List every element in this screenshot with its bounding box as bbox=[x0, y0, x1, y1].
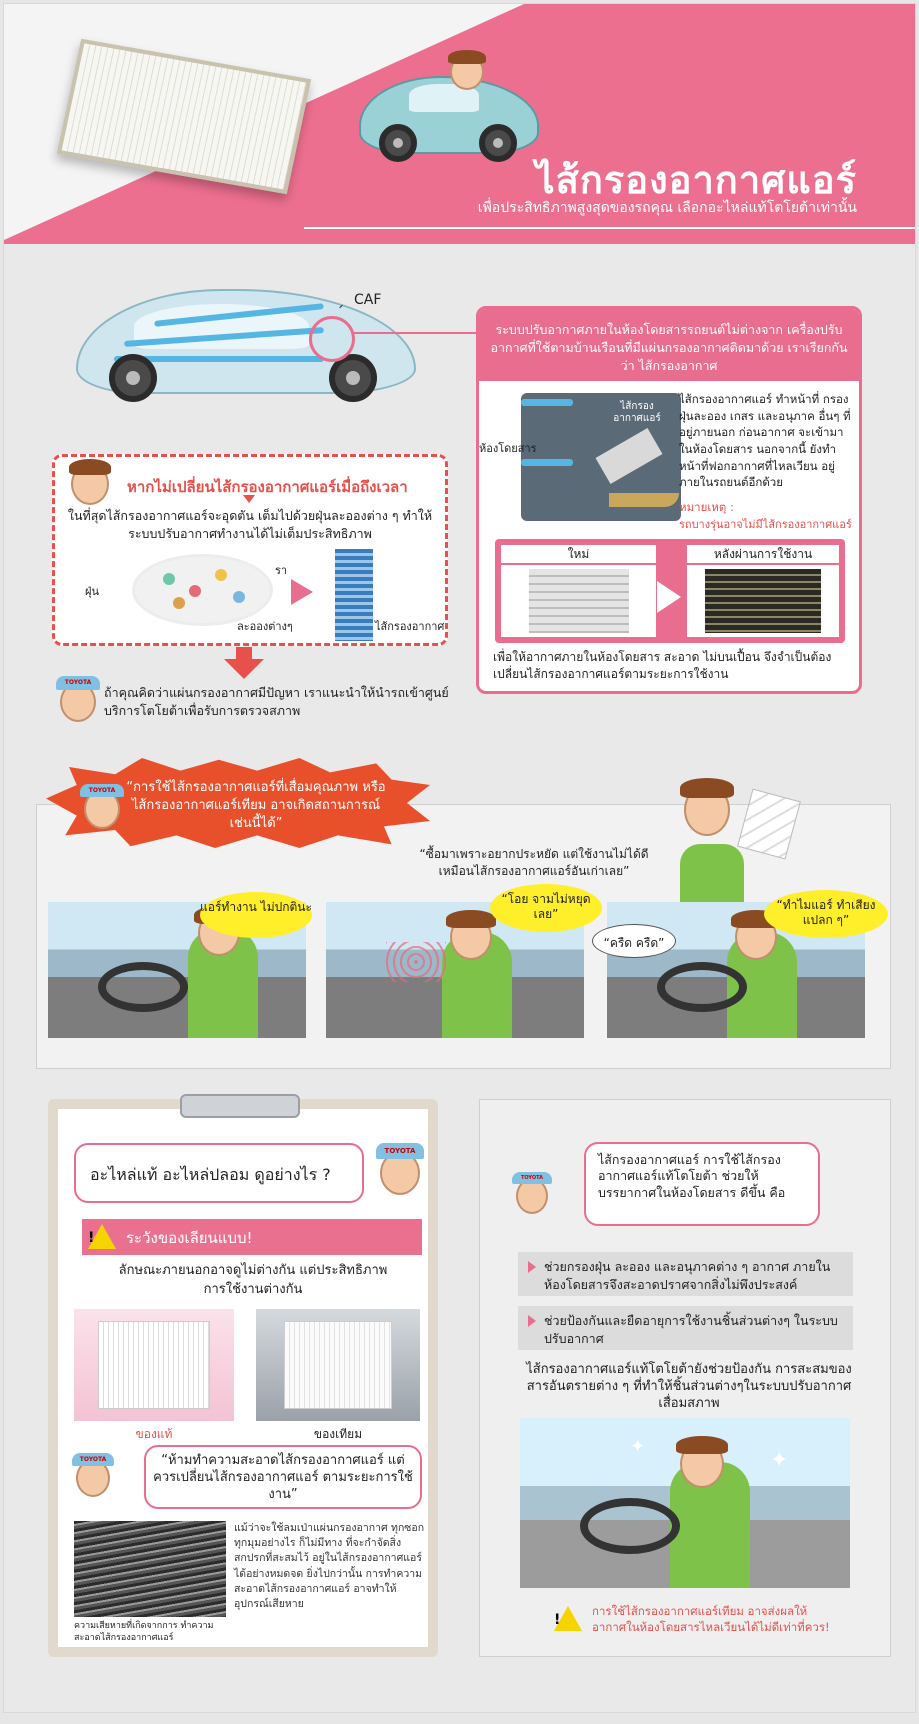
arrow-down-icon bbox=[224, 659, 264, 679]
dust-label: ฝุ่น bbox=[85, 585, 99, 598]
used-label: หลังผ่านการใช้งาน bbox=[687, 545, 839, 563]
filter-info-body: ไส้กรองอากาศแอร์ ทำหน้าที่ กรองฝุ่นละออง เกสร และอนุภาค อื่นๆ ที่อยู่ภายนอก ก่อนอากาศ จะเข้ามาในห้องโดยสาร นอกจากนี้ ยังทำหน้าที่ฟอกอากาศที่ไหลเวียน อยู่ภายในรถยนต์อีกด้วย bbox=[679, 392, 851, 490]
confused-man-illustration bbox=[680, 844, 744, 910]
toyota-cap: TOYOTA bbox=[376, 1143, 424, 1159]
benefit-item: ช่วยกรองฝุ่น ละออง และอนุภาคต่าง ๆ อากาศ ภายในห้องโดยสารจึงสะอาดปราศจากสิ่งไม่พึงประสงค์ bbox=[518, 1252, 853, 1296]
benefits-intro: ไส้กรองอากาศแอร์ การใช้ไส้กรองอากาศแอร์แท้โตโยต้า ช่วยให้บรรยากาศในห้องโดยสาร ดีขึ้น คือ bbox=[598, 1152, 786, 1200]
genuine-question: อะไหล่แท้ อะไหล่ปลอม ดูอย่างไร ? bbox=[90, 1165, 331, 1184]
caf-highlight-circle bbox=[309, 316, 355, 362]
service-advice: ถ้าคุณคิดว่าแผ่นกรองอากาศมีปัญหา เราแนะนำให้นำรถเข้าศูนย์บริการโตโยต้าเพื่อรับการตรวจสภาพ bbox=[104, 685, 449, 719]
toyota-cap: TOYOTA bbox=[512, 1172, 552, 1184]
arrow-right-icon bbox=[657, 581, 681, 613]
caf-label: CAF bbox=[354, 292, 382, 308]
toyota-cap: TOYOTA bbox=[80, 784, 124, 797]
benefits-intro-bubble bbox=[584, 1142, 820, 1226]
toyota-cap: TOYOTA bbox=[56, 676, 100, 690]
clipboard-clip bbox=[180, 1094, 300, 1118]
final-warning: การใช้ไส้กรองอากาศแอร์เทียม อาจส่งผลให้ อากาศในห้องโดยสารไหลเวียนได้ไม่ดีเท่าที่ควร! bbox=[592, 1604, 830, 1634]
benefit-item: ช่วยป้องกันและยืดอายุการใช้งานชิ้นส่วนต่างๆ ในระบบปรับอากาศ bbox=[518, 1306, 853, 1350]
question-bubble bbox=[74, 1143, 364, 1203]
genuine-vs-fake-card bbox=[48, 1099, 438, 1657]
warning-icon: ! bbox=[88, 1224, 116, 1249]
damage-text: แม้ว่าจะใช้ลมเป่าแผ่นกรองอากาศ ทุกซอกทุกมุมอย่างไร ก็ไม่มีทาง ที่จะกำจัดสิ่งสกปรกที่สะสมไว้ อยู่ในไส้กรองอากาศแอร์ ได้อย่างหมดจด ยิ่งไปกว่านั้น การทำความสะอาดไส้กรองอากาศแอร์ อาจทำให้อุปกรณ์เสียหาย bbox=[234, 1522, 425, 1611]
savings-quote: “ซื้อมาเพราะอยากประหยัด แต่ใช้งานไม่ได้ดีเหมือนไส้กรองอากาศแอร์อันเก่าเลย” bbox=[419, 847, 649, 878]
infographic-page bbox=[3, 3, 916, 1713]
clogged-filter-image bbox=[335, 549, 373, 641]
sound-bubble: “ครืด ครืด” bbox=[592, 924, 676, 958]
filter-info-header: ระบบปรับอากาศภายในห้องโดยสารรถยนต์ไม่ต่างจาก เครื่องปรับอากาศที่ใช้ตามบ้านเรือนที่มีแผ่นกรองอากาศติดมาด้วย เราเรียกกันว่า ไส้กรองอากาศ bbox=[479, 309, 859, 381]
page-title: ไส้กรองอากาศแอร์ bbox=[535, 158, 857, 202]
damage-caption: ความเสียหายที่เกิดจากการ ทำความสะอาดไส้กรองอากาศแอร์ bbox=[74, 1621, 214, 1643]
speech-bubble: แอร์ทำงาน ไม่ปกตินะ bbox=[200, 892, 312, 938]
warning-text: ในที่สุดไส้กรองอากาศแอร์จะอุดตัน เต็มไปด้วยฝุ่นละอองต่าง ๆ ทำให้ระบบปรับอากาศทำงานได้ไม่เต็มประสิทธิภาพ bbox=[67, 508, 433, 542]
arrow-right-icon bbox=[291, 579, 313, 605]
new-label: ใหม่ bbox=[501, 545, 656, 563]
no-clean-text: “ห้ามทำความสะอาดไส้กรองอากาศแอร์ แต่ควรเปลี่ยนไส้กรองอากาศแอร์ ตามระยะการใช้งาน” bbox=[153, 1453, 413, 1502]
filter-label: ไส้กรองอากาศ bbox=[375, 620, 445, 633]
speech-bubble: “โอย จามไม่หยุดเลย” bbox=[490, 884, 602, 932]
diagram-filter-label: ไส้กรอง อากาศแอร์ bbox=[613, 401, 661, 424]
note-title: หมายเหตุ : bbox=[679, 500, 734, 514]
counterfeit-warning-text: ระวังของเลียนแบบ! bbox=[126, 1229, 253, 1247]
filter-info-box bbox=[476, 306, 862, 694]
dust-cloud bbox=[135, 557, 270, 623]
speech-bubble: “ทำไมแอร์ ทำเสียงแปลก ๆ” bbox=[764, 890, 888, 938]
fake-label: ของเทียม bbox=[313, 1427, 363, 1441]
protect-text: ไส้กรองอากาศแอร์แท้โตโยต้ายังช่วยป้องกัน การสะสมของสารอันตรายต่าง ๆ ที่ทำให้ชิ้นส่วนต่างๆในระบบปรับอากาศเสื่อมสภาพ bbox=[526, 1362, 852, 1411]
appearance-desc: ลักษณะภายนอกอาจดูไม่ต่างกัน แต่ประสิทธิภาพการใช้งานต่างกัน bbox=[118, 1263, 388, 1297]
header-banner bbox=[4, 4, 916, 244]
warning-icon: ! bbox=[554, 1606, 582, 1631]
particles-label: ละอองต่างๆ bbox=[237, 620, 293, 633]
benefits-panel bbox=[479, 1099, 891, 1657]
happy-driver-illustration: ✦ ✦ bbox=[520, 1418, 850, 1588]
no-clean-bubble bbox=[144, 1445, 422, 1509]
genuine-label: ของแท้ bbox=[135, 1427, 173, 1441]
mold-label: รา bbox=[275, 564, 288, 577]
scenario-headline: “การใช้ไส้กรองอากาศแอร์ที่เสื่อมคุณภาพ หรือไส้กรองอากาศแอร์เทียม อาจเกิดสถานการณ์เช่นนี้ได้” bbox=[126, 780, 386, 832]
warning-title: หากไม่เปลี่ยนไส้กรองอากาศแอร์เมื่อถึงเวลา bbox=[127, 478, 408, 496]
diagram-cabin-label: ห้องโดยสาร bbox=[479, 442, 537, 455]
filter-conclusion: เพื่อให้อากาศภายในห้องโดยสาร สะอาด ไม่บนเปื้อน จึงจำเป็นต้อง เปลี่ยนไส้กรองอากาศแอร์ตามระยะการใช้งาน bbox=[493, 650, 832, 682]
toyota-cap: TOYOTA bbox=[72, 1453, 114, 1466]
note-text: รถบางรุ่นอาจไม่มีไส้กรองอากาศแอร์ bbox=[679, 518, 852, 531]
damaged-filter-image bbox=[74, 1521, 226, 1617]
page-subtitle: เพื่อประสิทธิภาพสูงสุดของรถคุณ เลือกอะไหล่แท้โตโยต้าเท่านั้น bbox=[477, 200, 857, 216]
warning-dashed-box bbox=[52, 454, 448, 646]
counterfeit-warning-bar bbox=[82, 1219, 422, 1255]
